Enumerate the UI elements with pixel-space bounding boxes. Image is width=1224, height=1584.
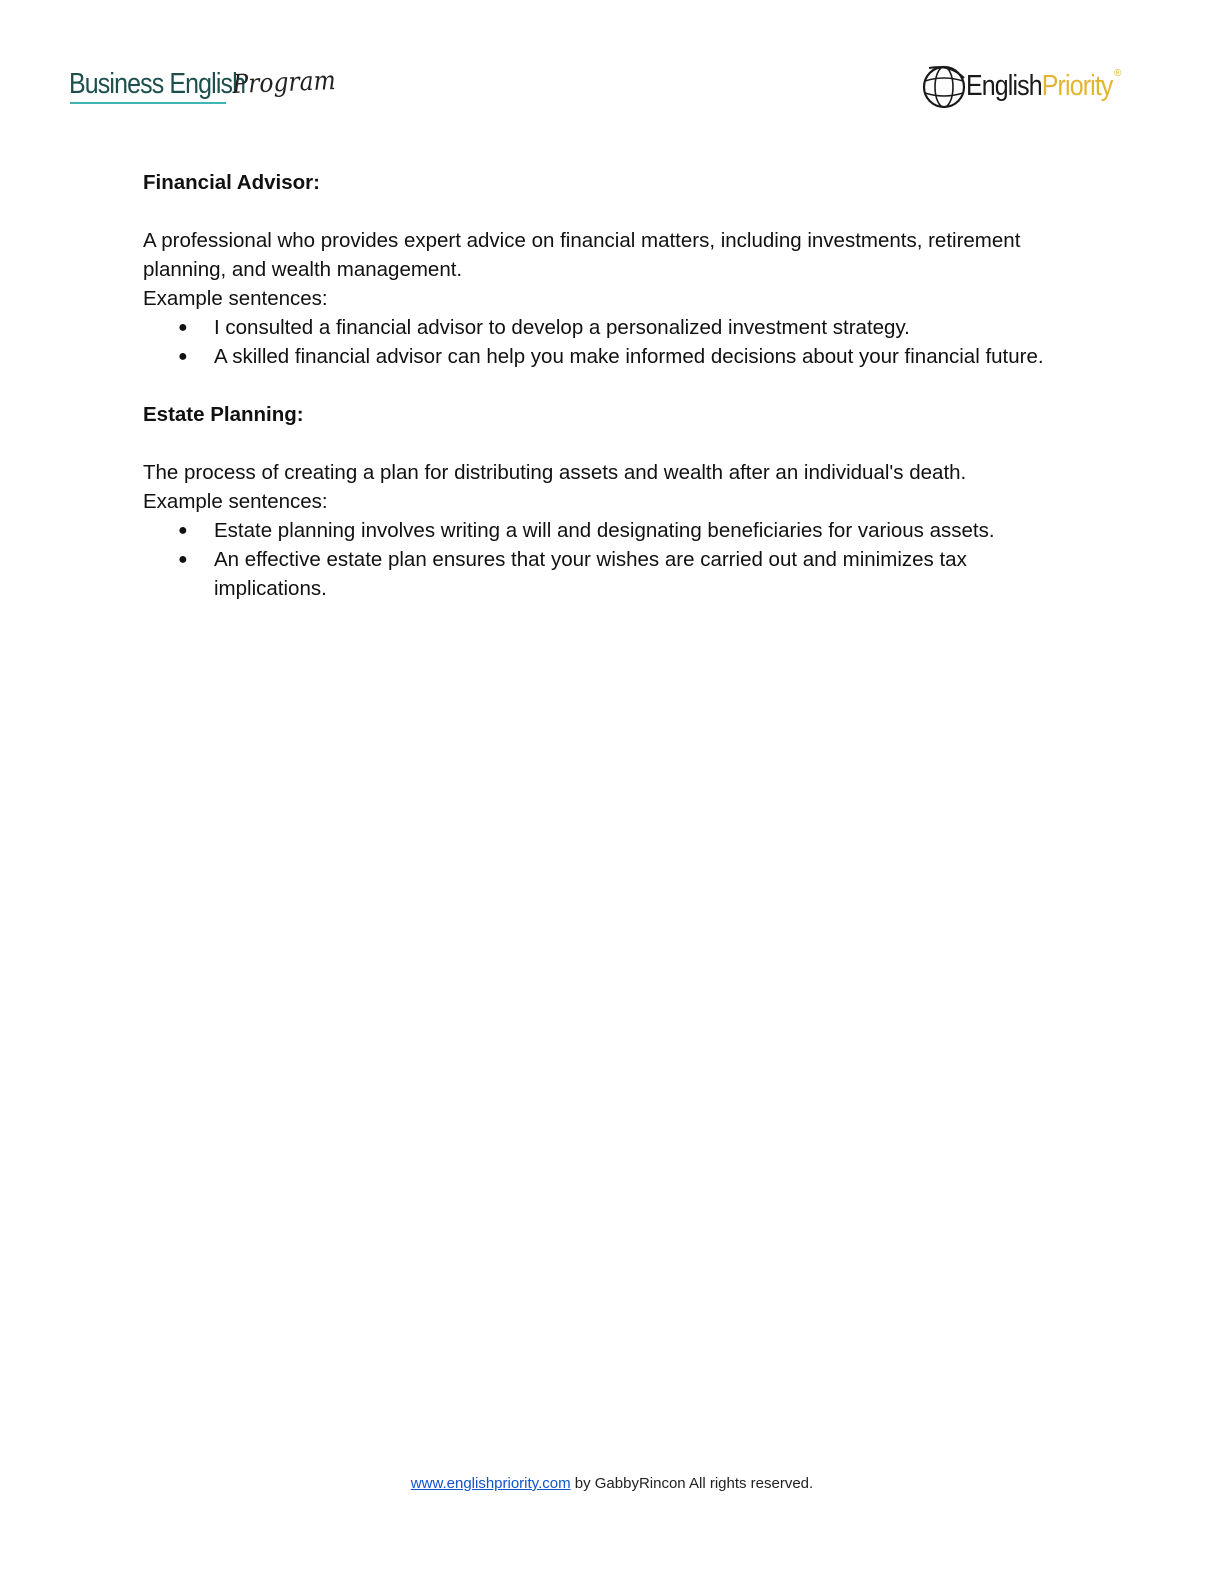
examples-label: Example sentences: <box>143 287 328 310</box>
example-item <box>143 313 1044 342</box>
logo-wordmark <box>966 70 1113 103</box>
bullet-icon: ● <box>178 348 188 365</box>
logo-word-english: English <box>966 70 1042 102</box>
entry-estate-planning <box>143 400 1063 603</box>
business-english-program-logo <box>69 62 339 114</box>
footer-copyright: by GabbyRincon All rights reserved. <box>570 1475 814 1492</box>
document-body <box>143 168 1063 603</box>
logo-underline <box>70 102 226 104</box>
example-text: A skilled financial advisor can help you make informed decisions about your financial future. <box>214 345 1044 368</box>
logo-main-text: Business English <box>69 68 246 100</box>
example-text: Estate planning involves writing a will and designating beneficiaries for various assets. <box>214 519 995 542</box>
logo-script-text: Program <box>232 65 337 100</box>
example-item <box>143 516 1044 545</box>
bullet-icon: ● <box>178 319 188 336</box>
globe-icon <box>920 62 968 110</box>
examples-list <box>143 313 1063 371</box>
page-footer <box>0 1475 1224 1492</box>
examples-label: Example sentences: <box>143 490 328 513</box>
example-text: I consulted a financial advisor to develop a personalized investment strategy. <box>214 316 910 339</box>
example-item <box>143 342 1044 371</box>
example-text: An effective estate plan ensures that your wishes are carried out and minimizes tax implications. <box>214 548 967 600</box>
logo-word-priority: Priority <box>1041 70 1113 102</box>
english-priority-logo <box>920 62 1135 114</box>
entry-financial-advisor <box>143 168 1063 371</box>
term-definition: The process of creating a plan for distributing assets and wealth after an individual's death. <box>143 461 967 484</box>
bullet-icon: ● <box>178 551 188 568</box>
website-link[interactable]: www.englishpriority.com <box>410 1475 571 1492</box>
example-item <box>143 545 1044 603</box>
registered-mark: ® <box>1114 68 1122 79</box>
term-definition: A professional who provides expert advice on financial matters, including investments, retirement planning, and wealth management. <box>143 229 1021 281</box>
term-heading: Estate Planning: <box>143 403 304 426</box>
term-heading: Financial Advisor: <box>143 171 320 194</box>
examples-list <box>143 516 1063 603</box>
bullet-icon: ● <box>178 522 188 539</box>
